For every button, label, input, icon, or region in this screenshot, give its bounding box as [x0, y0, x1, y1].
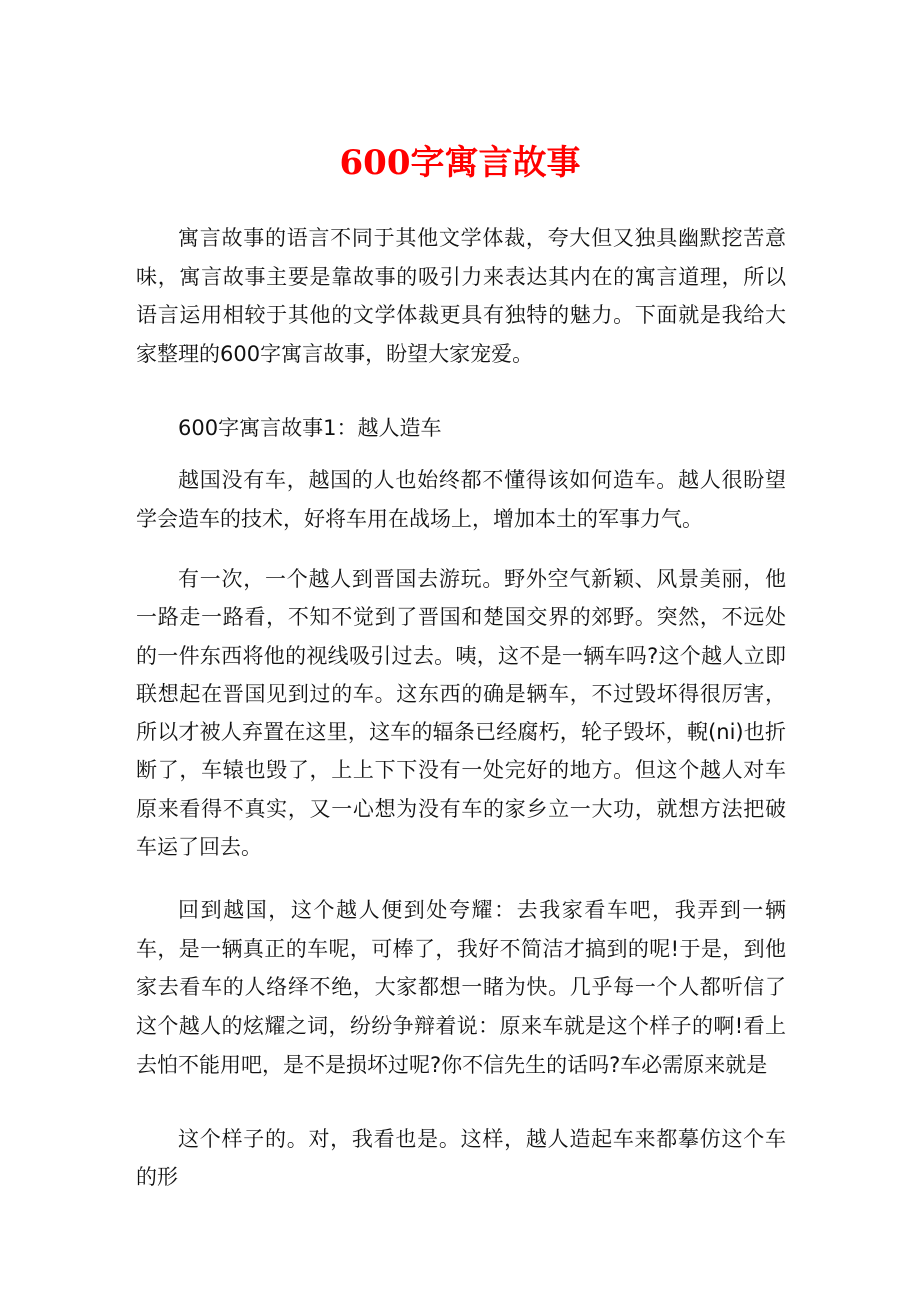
- paragraph-story-4: [136, 1120, 786, 1196]
- document-title: 600字寓言故事: [339, 143, 581, 183]
- paragraph-text: 越国没有车，越国的人也始终都不懂得该如何造车。越人很盼望学会造车的技术，好将车用在战场上，增加本土的军事力气。: [136, 468, 786, 531]
- paragraph-text: 有一次，一个越人到晋国去游玩。野外空气新颖、风景美丽，他一路走一路看，不知不觉到了晋国和楚国交界的郊野。突然，不远处的一件东西将他的视线吸引过去。咦，这不是一辆车吗?这个越人立即联想起在晋国见到过的车。这东西的确是辆车，不过毁坏得很厉害，所以才被人弃置在这里，这车的辐条已经腐朽，轮子毁坏，輗(ni)也折断了，车辕也毁了，上上下下没有一处完好的地方。但这个越人对车原来看得不真实，又一心想为没有车的家乡立一大功，就想方法把破车运了回去。: [136, 567, 786, 860]
- paragraph-text: 寓言故事的语言不同于其他文学体裁，夸大但又独具幽默挖苦意味，寓言故事主要是靠故事的吸引力来表达其内在的寓言道理，所以语言运用相较于其他的文学体裁更具有独特的魅力。下面就是我给大家整理的600字寓言故事，盼望大家宠爱。: [136, 226, 786, 366]
- paragraph-story-2: [136, 560, 786, 866]
- section-heading-text: 600字寓言故事1：越人造车: [178, 416, 442, 440]
- paragraph-intro: [136, 219, 786, 373]
- section-heading: [136, 409, 786, 447]
- paragraph-text: 这个样子的。对，我看也是。这样，越人造起车来都摹仿这个车的形: [136, 1127, 786, 1189]
- paragraph-story-3: [136, 891, 786, 1085]
- paragraph-text: 回到越国，这个越人便到处夸耀：去我家看车吧，我弄到一辆车，是一辆真正的车呢，可棒了，我好不简洁才搞到的呢!于是，到他家去看车的人络绎不绝，大家都想一睹为快。几乎每一个人都听信了这个越人的炫耀之词，纷纷争辩着说：原来车就是这个样子的啊!看上去怕不能用吧，是不是损坏过呢?你不信先生的话吗?车必需原来就是: [136, 898, 786, 1077]
- paragraph-story-1: [136, 461, 786, 538]
